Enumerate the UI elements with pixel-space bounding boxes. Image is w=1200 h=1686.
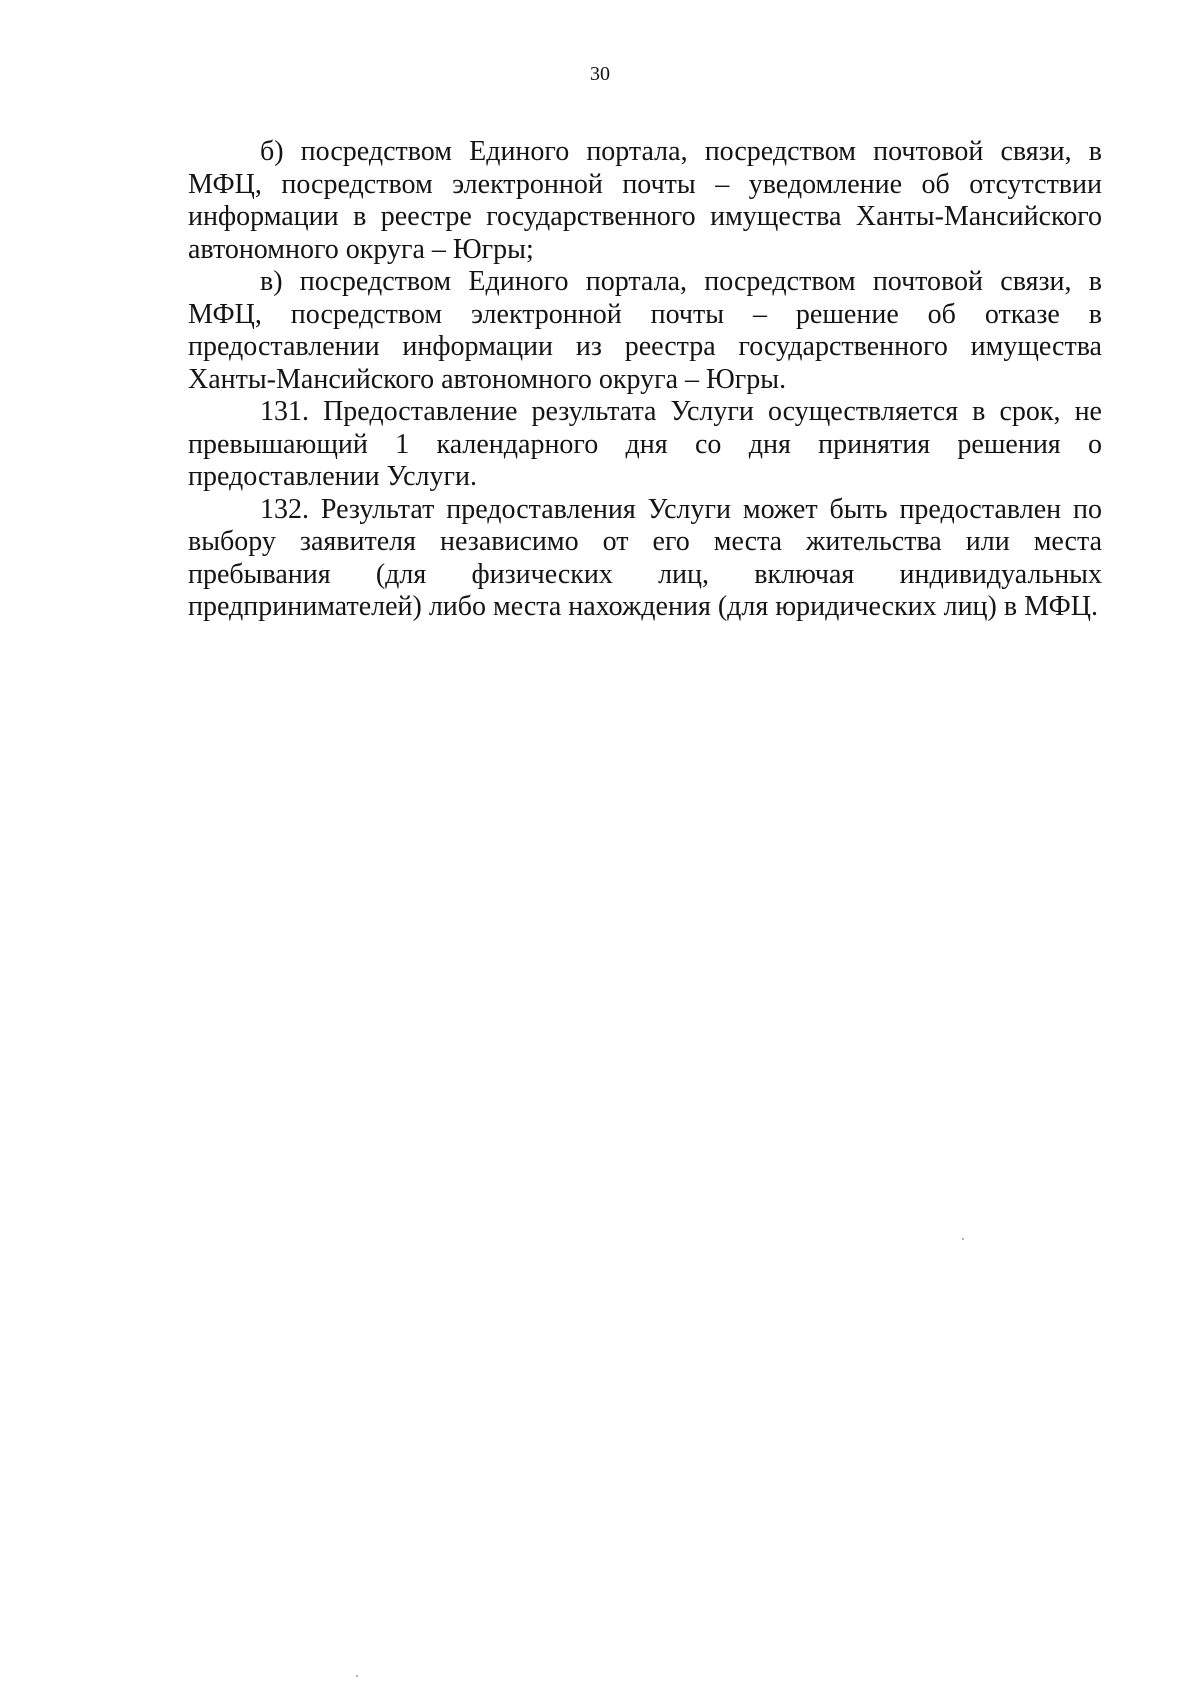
scan-speck [962, 1238, 964, 1240]
document-body [188, 136, 1102, 624]
page-number: 30 [590, 63, 610, 85]
paragraph-v: в) посредством Единого портала, посредством почтовой связи, в МФЦ, посредством электронной почты – решение об отказе в предоставлении информации из реестра государственного имущества Ханты-Мансийского автономного округа – Югры. [188, 266, 1102, 395]
scan-speck [356, 1675, 358, 1677]
paragraph-b: б) посредством Единого портала, посредством почтовой связи, в МФЦ, посредством электронной почты – уведомление об отсутствии информации в реестре государственного имущества Ханты-Мансийского автономного округа – Югры; [188, 136, 1102, 265]
paragraph-132: 132. Результат предоставления Услуги может быть предоставлен по выбору заявителя независимо от его места жительства или места пребывания (для физических лиц, включая индивидуальных предпринимателей) либо места нахождения (для юридических лиц) в МФЦ. [188, 493, 1102, 622]
paragraph-131: 131. Предоставление результата Услуги осуществляется в срок, не превышающий 1 календарного дня со дня принятия решения о предоставлении Услуги. [188, 396, 1102, 492]
